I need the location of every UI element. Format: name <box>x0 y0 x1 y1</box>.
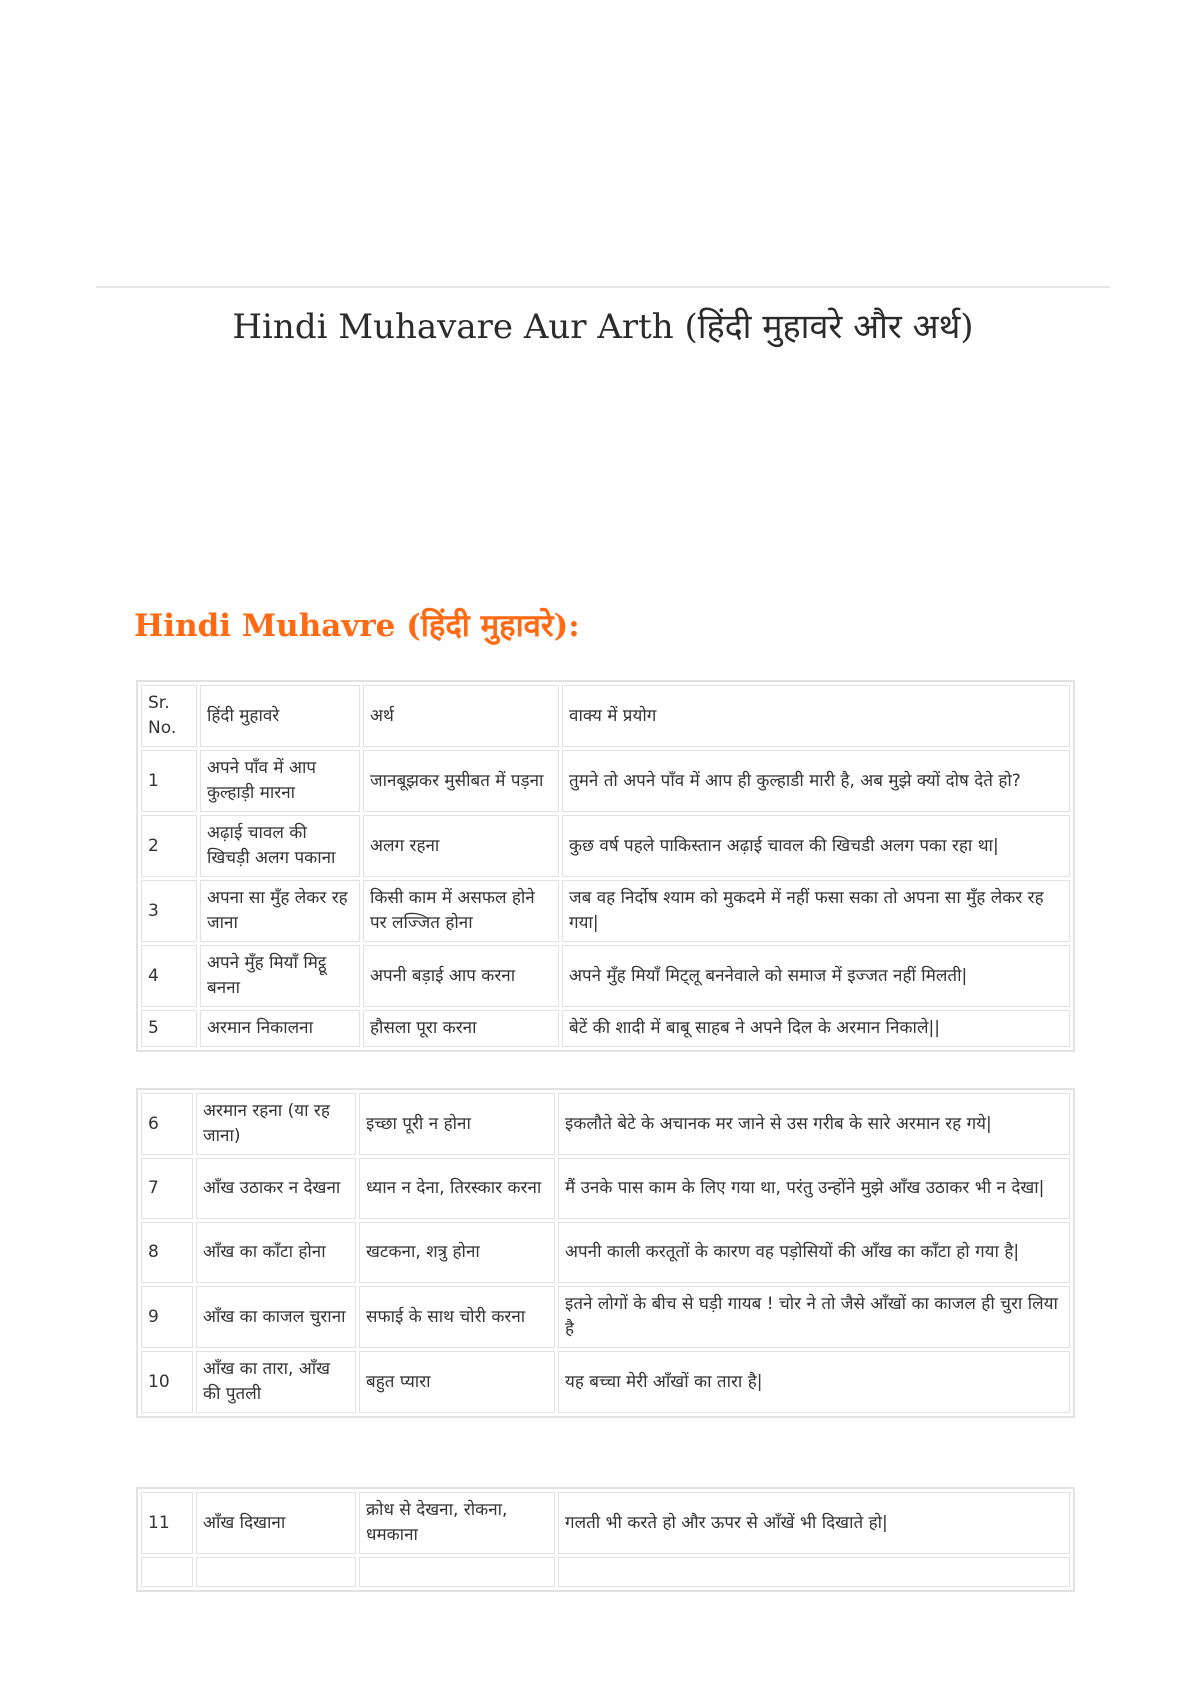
cell-sr: 6 <box>141 1093 193 1155</box>
cell-prayog: जब वह निर्दोष श्याम को मुकदमे में नहीं फसा सका तो अपना सा मुँह लेकर रह गया| <box>562 880 1070 942</box>
table-row <box>141 1158 1070 1219</box>
cell-arth: क्रोध से देखना, रोकना, धमकाना <box>359 1492 555 1554</box>
cell-prayog: इतने लोगों के बीच से घड़ी गायब ! चोर ने तो जैसे आँखों का काजल ही चुरा लिया है <box>558 1286 1070 1348</box>
cell-sr: 7 <box>141 1158 193 1219</box>
cell-prayog: यह बच्चा मेरी आँखों का तारा है| <box>558 1351 1070 1413</box>
cell-sr: 9 <box>141 1286 193 1348</box>
cell-sr: 10 <box>141 1351 193 1413</box>
cell-sr: 3 <box>141 880 197 942</box>
cell-sr: 1 <box>141 750 197 812</box>
cell-arth: अपनी बड़ाई आप करना <box>363 945 559 1007</box>
table-row <box>141 815 1070 877</box>
cell-prayog: मैं उनके पास काम के लिए गया था, परंतु उन्होंने मुझे आँख उठाकर भी न देखा| <box>558 1158 1070 1219</box>
table-row <box>141 1492 1070 1554</box>
cell-arth: इच्छा पूरी न होना <box>359 1093 555 1155</box>
cell-muhavara: अढ़ाई चावल की खिचड़ी अलग पकाना <box>200 815 360 877</box>
document-title: Hindi Muhavare Aur Arth (हिंदी मुहावरे और अर्थ) <box>232 307 974 347</box>
cell-arth: खटकना, शत्रु होना <box>359 1222 555 1283</box>
cell-muhavara: अपने मुँह मियाँ मिट्ठू बनना <box>200 945 360 1007</box>
cell-sr: 4 <box>141 945 197 1007</box>
cell-prayog: अपनी काली करतूतों के कारण वह पड़ोसियों की आँख का काँटा हो गया है| <box>558 1222 1070 1283</box>
table-row <box>141 945 1070 1007</box>
table-row <box>141 1093 1070 1155</box>
cell-arth: हौसला पूरा करना <box>363 1010 559 1047</box>
table-row-partial <box>141 1557 1070 1587</box>
cell-arth: जानबूझकर मुसीबत में पड़ना <box>363 750 559 812</box>
cell-prayog: इकलौते बेटे के अचानक मर जाने से उस गरीब के सारे अरमान रह गये| <box>558 1093 1070 1155</box>
muhavare-table-2 <box>136 1088 1075 1418</box>
cell-muhavara: आँख का काजल चुराना <box>196 1286 356 1348</box>
cell-muhavara: आँख दिखाना <box>196 1492 356 1554</box>
header-muhavare: हिंदी मुहावरे <box>200 685 360 747</box>
muhavare-table-3 <box>136 1487 1075 1592</box>
table-row <box>141 750 1070 812</box>
cell-prayog <box>558 1557 1070 1587</box>
cell-prayog: अपने मुँह मियाँ मिट्लू बननेवाले को समाज में इज्जत नहीं मिलती| <box>562 945 1070 1007</box>
header-sr-no: Sr. No. <box>141 685 197 747</box>
cell-sr <box>141 1557 193 1587</box>
table-header-row <box>141 685 1070 747</box>
cell-sr: 11 <box>141 1492 193 1554</box>
cell-muhavara: अपना सा मुँह लेकर रह जाना <box>200 880 360 942</box>
cell-prayog: बेटें की शादी में बाबू साहब ने अपने दिल के अरमान निकाले|| <box>562 1010 1070 1047</box>
cell-muhavara: आँख उठाकर न देखना <box>196 1158 356 1219</box>
cell-arth <box>359 1557 555 1587</box>
cell-arth: किसी काम में असफल होने पर लज्जित होना <box>363 880 559 942</box>
muhavare-table-1 <box>136 680 1075 1052</box>
cell-muhavara: अपने पाँव में आप कुल्हाड़ी मारना <box>200 750 360 812</box>
cell-arth: सफाई के साथ चोरी करना <box>359 1286 555 1348</box>
cell-prayog: कुछ वर्ष पहले पाकिस्तान अढ़ाई चावल की खिचडी अलग पका रहा था| <box>562 815 1070 877</box>
cell-muhavara: अरमान रहना (या रह जाना) <box>196 1093 356 1155</box>
table-row <box>141 1222 1070 1283</box>
cell-sr: 8 <box>141 1222 193 1283</box>
header-prayog: वाक्य में प्रयोग <box>562 685 1070 747</box>
table-row <box>141 1351 1070 1413</box>
cell-muhavara: आँख का काँटा होना <box>196 1222 356 1283</box>
top-divider <box>96 286 1110 288</box>
cell-sr: 2 <box>141 815 197 877</box>
cell-muhavara: आँख का तारा, आँख की पुतली <box>196 1351 356 1413</box>
cell-prayog: तुमने तो अपने पाँव में आप ही कुल्हाडी मारी है, अब मुझे क्यों दोष देते हो? <box>562 750 1070 812</box>
cell-arth: बहुत प्यारा <box>359 1351 555 1413</box>
cell-arth: ध्यान न देना, तिरस्कार करना <box>359 1158 555 1219</box>
cell-arth: अलग रहना <box>363 815 559 877</box>
table-row <box>141 880 1070 942</box>
table-row <box>141 1286 1070 1348</box>
cell-muhavara <box>196 1557 356 1587</box>
section-heading: Hindi Muhavre (हिंदी मुहावरे): <box>134 608 580 644</box>
header-arth: अर्थ <box>363 685 559 747</box>
cell-sr: 5 <box>141 1010 197 1047</box>
cell-prayog: गलती भी करते हो और ऊपर से आँखें भी दिखाते हो| <box>558 1492 1070 1554</box>
table-row <box>141 1010 1070 1047</box>
cell-muhavara: अरमान निकालना <box>200 1010 360 1047</box>
